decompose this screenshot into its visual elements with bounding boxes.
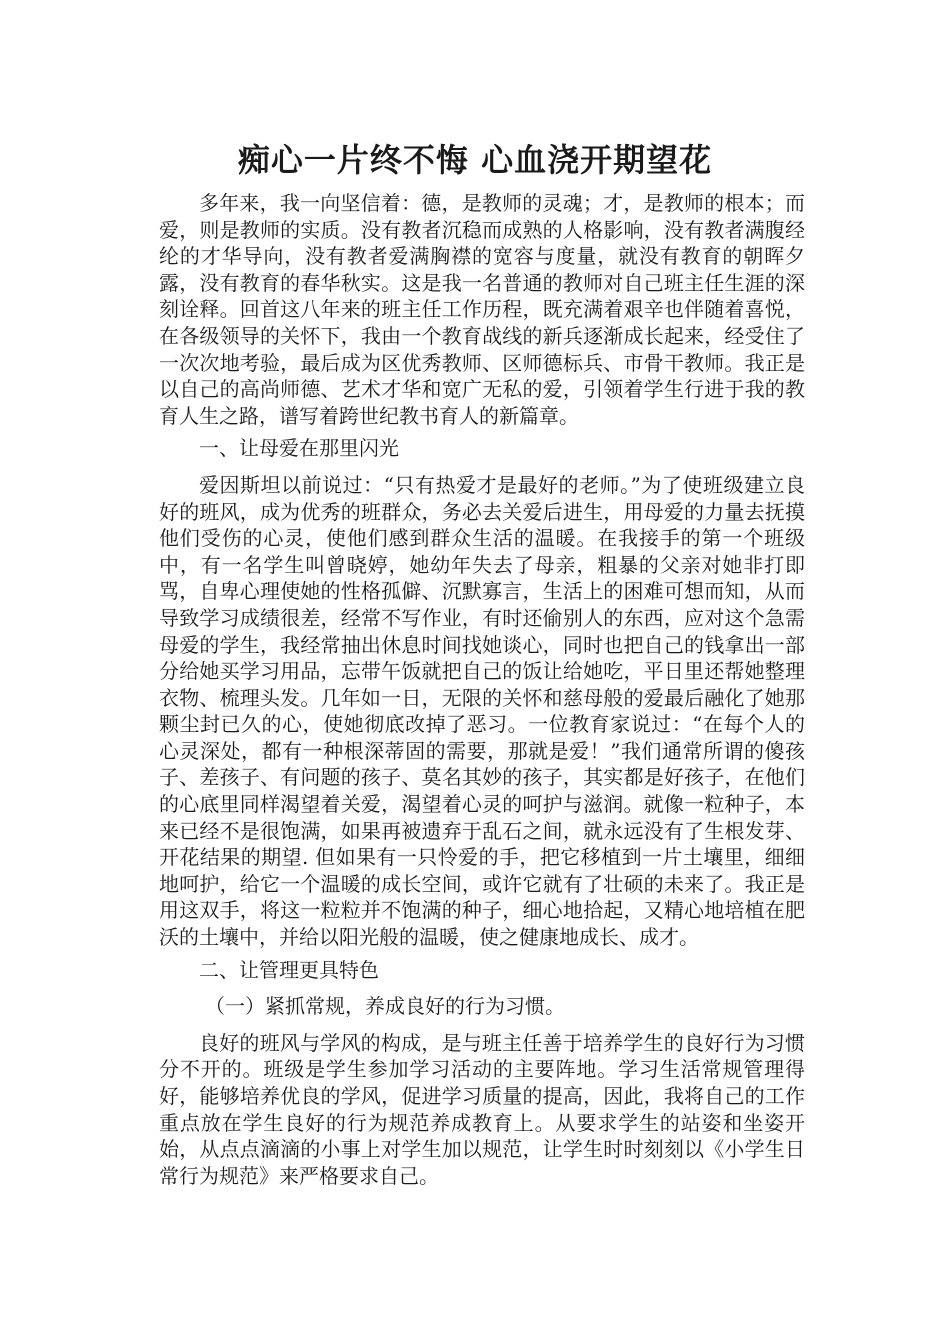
document-body (159, 190, 805, 1195)
subsection-heading-1: （一）紧抓常规，养成良好的行为习惯。 (205, 994, 565, 1019)
section-heading-1: 一、让母爱在那里闪光 (199, 436, 399, 461)
section-heading-2: 二、让管理更具特色 (199, 957, 379, 982)
subsection-1-paragraph: 良好的班风与学风的构成，是与班主任善于培养学生的良好行为习惯分不开的。班级是学生参加学习活动的主要阵地。学习生活常规管理得好，能够培养优良的学风，促进学习质量的提高，因此，我将自己的工作重点放在学生良好的行为规范养成教育上。从要求学生的站姿和坐姿开始，从点点滴滴的小事上对学生加以规范，让学生时时刻刻以《小学生日常行为规范》来严格要求自己。 (159, 1030, 805, 1188)
section-1-paragraph: 爱因斯坦以前说过：“只有热爱才是最好的老师。”为了使班级建立良好的班风，成为优秀的班群众，务必去关爱后进生，用母爱的力量去抚摸他们受伤的心灵，使他们感到群众生活的温暖。在我接手的第一个班级中，有一名学生叫曾晓婷，她幼年失去了母亲，粗暴的父亲对她非打即骂，自卑心理使她的性格孤僻、沉默寡言，生活上的困难可想而知，从而导致学习成绩很差，经常不写作业，有时还偷别人的东西，应对这个急需母爱的学生，我经常抽出休息时间找她谈心，同时也把自己的钱拿出一部分给她买学习用品，忘带午饭就把自己的饭让给她吃，平日里还帮她整理衣物、梳理头发。几年如一日，无限的关怀和慈母般的爱最后融化了她那颗尘封已久的心，使她彻底改掉了恶习。一位教育家说过：“在每个人的心灵深处，都有一种根深蒂固的需要，那就是爱！”我们通常所谓的傻孩子、差孩子、有问题的孩子、莫名其妙的孩子，其实都是好孩子，在他们的心底里同样渴望着关爱，渴望着心灵的呵护与滋润。就像一粒种子，本来已经不是很饱满，如果再被遗弃于乱石之间，就永远没有了生根发芽、开花结果的期望. 但如果有一只怜爱的手，把它移植到一片土壤里，细细地呵护，给它一个温暖的成长空间，或许它就有了壮硕的未来了。我正是用这双手，将这一粒粒并不饱满的种子，细心地拾起，又精心地培植在肥沃的土壤中，并给以阳光般的温暖，使之健康地成长、成才。 (159, 472, 805, 950)
document-title: 痴心一片终不悔 心血浇开期望花 (237, 141, 713, 179)
intro-paragraph: 多年来，我一向坚信着：德，是教师的灵魂；才，是教师的根本；而爱，则是教师的实质。没有教者沉稳而成熟的人格影响，没有教者满腹经纶的才华导向，没有教者爱满胸襟的宽容与度量，就没有教育的朝晖夕露，没有教育的春华秋实。这是我一名普通的教师对自己班主任生涯的深刻诠释。回首这八年来的班主任工作历程，既充满着艰辛也伴随着喜悦，在各级领导的关怀下，我由一个教育战线的新兵逐渐成长起来，经受住了一次次地考验，最后成为区优秀教师、区师德标兵、市骨干教师。我正是以自己的高尚师德、艺术才华和宽广无私的爱，引领着学生行进于我的教育人生之路，谱写着跨世纪教书育人的新篇章。 (159, 191, 805, 428)
